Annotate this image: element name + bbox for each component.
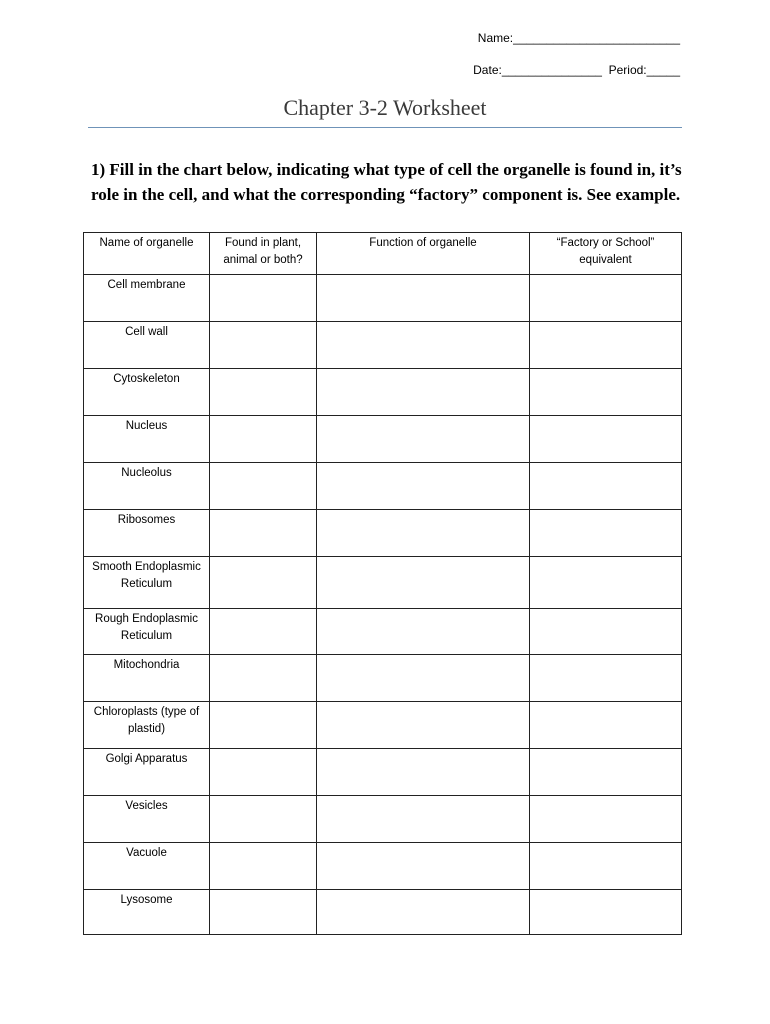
- found-in-cell[interactable]: [210, 322, 317, 369]
- table-row: [84, 749, 682, 796]
- title-underline: [88, 127, 682, 128]
- table-row: [84, 655, 682, 702]
- table-row: [84, 322, 682, 369]
- function-cell[interactable]: [317, 749, 530, 796]
- organelle-name-cell: Rough Endoplasmic Reticulum: [84, 609, 210, 655]
- table-row: [84, 796, 682, 843]
- factory-equivalent-cell[interactable]: [530, 609, 682, 655]
- column-header: Name of organelle: [84, 233, 210, 275]
- factory-equivalent-cell[interactable]: [530, 796, 682, 843]
- table-row: [84, 416, 682, 463]
- page-title: Chapter 3-2 Worksheet: [283, 95, 487, 120]
- organelle-name-cell: Nucleus: [84, 416, 210, 463]
- column-header: “Factory or School” equivalent: [530, 233, 682, 275]
- column-header: Function of organelle: [317, 233, 530, 275]
- table-row: [84, 890, 682, 935]
- table-row: [84, 702, 682, 749]
- function-cell[interactable]: [317, 322, 530, 369]
- table-row: [84, 275, 682, 322]
- function-cell[interactable]: [317, 510, 530, 557]
- table-row: [84, 557, 682, 609]
- table-header-row: [84, 233, 682, 275]
- found-in-cell[interactable]: [210, 510, 317, 557]
- found-in-cell[interactable]: [210, 749, 317, 796]
- table-row: [84, 609, 682, 655]
- factory-equivalent-cell[interactable]: [530, 702, 682, 749]
- found-in-cell[interactable]: [210, 463, 317, 510]
- found-in-cell[interactable]: [210, 796, 317, 843]
- function-cell[interactable]: [317, 890, 530, 935]
- date-period-field[interactable]: Date:_______________ Period:_____: [473, 63, 680, 77]
- factory-equivalent-cell[interactable]: [530, 275, 682, 322]
- factory-equivalent-cell[interactable]: [530, 463, 682, 510]
- factory-equivalent-cell[interactable]: [530, 843, 682, 890]
- table-row: [84, 463, 682, 510]
- factory-equivalent-cell[interactable]: [530, 510, 682, 557]
- organelle-name-cell: Cell wall: [84, 322, 210, 369]
- function-cell[interactable]: [317, 463, 530, 510]
- function-cell[interactable]: [317, 275, 530, 322]
- factory-equivalent-cell[interactable]: [530, 416, 682, 463]
- factory-equivalent-cell[interactable]: [530, 557, 682, 609]
- found-in-cell[interactable]: [210, 369, 317, 416]
- name-field[interactable]: Name:_________________________: [477, 31, 680, 45]
- factory-equivalent-cell[interactable]: [530, 655, 682, 702]
- found-in-cell[interactable]: [210, 609, 317, 655]
- found-in-cell[interactable]: [210, 843, 317, 890]
- organelle-name-cell: Cytoskeleton: [84, 369, 210, 416]
- factory-equivalent-cell[interactable]: [530, 749, 682, 796]
- organelle-name-cell: Smooth Endoplasmic Reticulum: [84, 557, 210, 609]
- function-cell[interactable]: [317, 702, 530, 749]
- table-row: [84, 843, 682, 890]
- found-in-cell[interactable]: [210, 557, 317, 609]
- found-in-cell[interactable]: [210, 890, 317, 935]
- organelle-name-cell: Vesicles: [84, 796, 210, 843]
- function-cell[interactable]: [317, 416, 530, 463]
- organelle-name-cell: Mitochondria: [84, 655, 210, 702]
- function-cell[interactable]: [317, 609, 530, 655]
- found-in-cell[interactable]: [210, 702, 317, 749]
- organelle-name-cell: Lysosome: [84, 890, 210, 935]
- found-in-cell[interactable]: [210, 275, 317, 322]
- function-cell[interactable]: [317, 843, 530, 890]
- factory-equivalent-cell[interactable]: [530, 322, 682, 369]
- function-cell[interactable]: [317, 796, 530, 843]
- organelle-name-cell: Vacuole: [84, 843, 210, 890]
- organelle-name-cell: Cell membrane: [84, 275, 210, 322]
- column-header: Found in plant, animal or both?: [210, 233, 317, 275]
- function-cell[interactable]: [317, 557, 530, 609]
- instructions: 1) Fill in the chart below, indicating what type of cell the organelle is found in, it’s role in the cell, and what the corresponding “factory” component is. See example.: [91, 160, 682, 204]
- found-in-cell[interactable]: [210, 416, 317, 463]
- function-cell[interactable]: [317, 369, 530, 416]
- organelle-name-cell: Ribosomes: [84, 510, 210, 557]
- factory-equivalent-cell[interactable]: [530, 369, 682, 416]
- table-row: [84, 369, 682, 416]
- table-row: [84, 510, 682, 557]
- organelle-name-cell: Chloroplasts (type of plastid): [84, 702, 210, 749]
- organelle-table: [83, 232, 682, 935]
- organelle-name-cell: Nucleolus: [84, 463, 210, 510]
- found-in-cell[interactable]: [210, 655, 317, 702]
- factory-equivalent-cell[interactable]: [530, 890, 682, 935]
- function-cell[interactable]: [317, 655, 530, 702]
- organelle-name-cell: Golgi Apparatus: [84, 749, 210, 796]
